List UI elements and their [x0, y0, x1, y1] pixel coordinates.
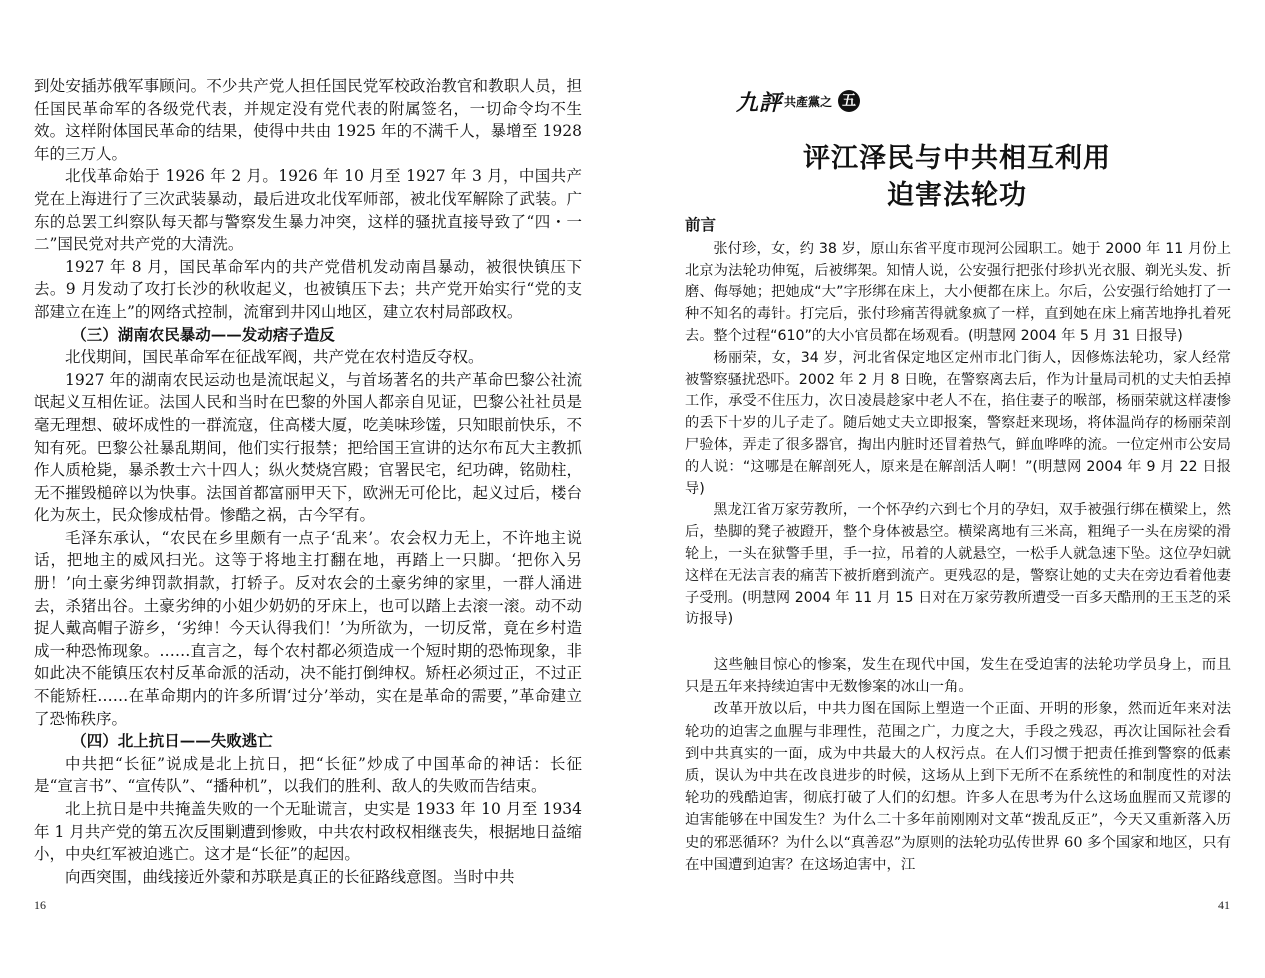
- left-page: [0, 0, 632, 978]
- section-heading: （三）湖南农民暴动——发动痞子造反: [71, 324, 335, 344]
- right-page-body: [685, 654, 1231, 876]
- paragraph: 中共把“长征”说成是北上抗日，把“长征”炒成了中国革命的神话：长征是“宣言书”、“宣传队”、“播种机”，以我们的胜利、敌人的失败而告结束。: [34, 754, 582, 796]
- series-logo-brush-text: 九評: [736, 89, 783, 116]
- preface-section: [685, 215, 1231, 631]
- paragraph: 改革开放以后，中共力图在国际上塑造一个正面、开明的形象，然而近年来对法轮功的迫害之血腥与非理性，范围之广，力度之大，手段之残忍，再次让国际社会看到中共真实的一面，成为中共最大的人权污点。在人们习惯于把责任推到警察的低素质，误认为中共在改良进步的时候，这场从上到下无所不在系统性的和制度性的对法轮功的残酷迫害，彻底打破了人们的幻想。许多人在思考为什么这场血腥而又荒谬的迫害能够在中国发生？为什么二十多年前刚刚对文革“拨乱反正”，今天又重新落入历史的邪恶循环？为什么以“真善忍”为原则的法轮功弘传世界 60 多个国家和地区，只有在中国遭到迫害？在这场迫害中，江: [685, 701, 1231, 873]
- page-number: 16: [34, 898, 46, 912]
- paragraph: 1927 年 8 月，国民革命军内的共产党借机发动南昌暴动，被很快镇压下去。9 月发动了攻打长沙的秋收起义，也被镇压下去；共产党开始实行“党的支部建立在连上”的网络式控制，流窜到井冈山地区，建立农村局部政权。: [34, 257, 582, 321]
- right-page: [632, 0, 1265, 978]
- article-subtitle-line: 迫害法轮功: [887, 180, 1027, 211]
- section-heading: （四）北上抗日——失败逃亡: [71, 731, 273, 751]
- article-title: 评江泽民与中共相互利用: [803, 143, 1111, 174]
- series-logo-small-text: 共產黨之: [784, 94, 833, 109]
- paragraph: 毛泽东承认，“农民在乡里颇有一点子‘乱来’。农会权力无上，不许地主说话，把地主的威风扫光。这等于将地主打翻在地，再踏上一只脚。‘把你入另册！’向土豪劣绅罚款捐款，打轿子。反对农会的土豪劣绅的家里，一群人涌进去，杀猪出谷。土豪劣绅的小姐少奶奶的牙床上，也可以踏上去滚一滚。动不动捉人戴高帽子游乡，‘劣绅！今天认得我们！’为所欲为，一切反常，竟在乡村造成一种恐怖现象。……直言之，每个农村都必须造成一个短时期的恐怖现象，非如此决不能镇压农村反革命派的活动，决不能打倒绅权。矫枉必须过正，不过正不能矫枉……在革命期内的许多所谓‘过分’举动，实在是革命的需要，”革命建立了恐怖秩序。: [34, 528, 582, 728]
- case-paragraph: 张付珍，女，约 38 岁，原山东省平度市现河公园职工。她于 2000 年 11 月份上北京为法轮功伸冤，后被绑架。知情人说，公安强行把张付珍扒光衣服、剃光头发、折磨、侮辱她；把她成“大”字形绑在床上，大小便都在床上。尔后，公安强行给她打了一种不知名的毒针。打完后，张付珍痛苦得就象疯了一样，直到她在床上痛苦地挣扎着死去。整个过程“610”的大小官员都在场观看。(明慧网 2004 年 5 月 31 日报导): [685, 240, 1231, 344]
- paragraph: 1927 年的湖南农民运动也是流氓起义，与首场著名的共产革命巴黎公社流氓起义互相佐证。法国人民和当时在巴黎的外国人都亲自见证，巴黎公社社员是毫无理想、破坏成性的一群流寇，住高楼大厦，吃美味珍馐，只知眼前快乐，不知有死。巴黎公社暴乱期间，他们实行报禁；把给国王宣讲的达尔布瓦大主教抓作人质枪毙，暴杀教士六十四人；纵火焚烧宫殿；官署民宅，纪功碑，铭勋柱，无不摧毁槌碎以为快事。法国首都富丽甲天下，欧洲无可伦比，起义过后，楼台化为灰土，民众惨成枯骨。惨酷之祸，古今罕有。: [34, 370, 582, 525]
- paragraph: 北上抗日是中共掩盖失败的一个无耻谎言，史实是 1933 年 10 月至 1934 年 1 月共产党的第五次反围剿遭到惨败，中共农村政权相继丧失，根据地日益缩小，中央红军被迫逃亡。这才是“长征”的起因。: [34, 800, 582, 864]
- paragraph: 北伐革命始于 1926 年 2 月。1926 年 10 月至 1927 年 3 月，中国共产党在上海进行了三次武装暴动，最后进攻北伐军师部，被北伐军解除了武装。广东的总罢工纠察队每天都与警察发生暴力冲突，这样的骚扰直接导致了“四・一二”国民党对共产党的大清洗。: [34, 167, 582, 254]
- case-paragraph: 黑龙江省万家劳教所，一个怀孕约六到七个月的孕妇，双手被强行绑在横梁上，然后，垫脚的凳子被蹬开，整个身体被悬空。横梁离地有三米高，粗绳子一头在房梁的滑轮上，一头在狱警手里，手一拉，吊着的人就悬空，一松手人就急速下坠。这位孕妇就这样在无法言表的痛苦下被折磨到流产。更残忍的是，警察让她的丈夫在旁边看着他妻子受刑。(明慧网 2004 年 11 月 15 日对在万家劳教所遭受一百多天酷刑的王玉芝的采访报导): [685, 502, 1231, 628]
- paragraph: 这些触目惊心的惨案，发生在现代中国，发生在受迫害的法轮功学员身上，而且只是五年来持续迫害中无数惨案的冰山一角。: [685, 657, 1231, 696]
- case-paragraph: 杨丽荣，女，34 岁，河北省保定地区定州市北门街人，因修炼法轮功，家人经常被警察骚扰恐吓。2002 年 2 月 8 日晚，在警察离去后，作为计量局司机的丈夫怕丢掉工作，承受不住压力，次日凌晨趁家中老人不在，掐住妻子的喉部，杨丽荣就这样凄惨的丢下十岁的儿子走了。随后她丈夫立即报案，警察赶来现场，将体温尚存的杨丽荣剖尸验体，弄走了很多器官，掏出内脏时还冒着热气，鲜血哗哗的流。一位定州市公安局的人说：“这哪是在解剖死人，原来是在解剖活人啊！”(明慧网 2004 年 9 月 22 日报导): [685, 349, 1231, 497]
- preface-heading: 前言: [685, 216, 717, 234]
- paragraph: 向西突围，曲线接近外蒙和苏联是真正的长征路线意图。当时中共: [65, 867, 515, 886]
- series-number-badge: 五: [838, 90, 860, 112]
- page-number: 41: [1218, 898, 1230, 912]
- paragraph: 到处安插苏俄军事顾问。不少共产党人担任国民党军校政治教官和教职人员，担任国民革命军的各级党代表，并规定没有党代表的附属签名，一切命令均不生效。这样附体国民革命的结果，使得中共由 1925 年的不满千人，暴增至 1928 年的三万人。: [34, 77, 582, 163]
- series-logo: [736, 86, 860, 116]
- paragraph: 北伐期间，国民革命军在征战军阀，共产党在农村造反夺权。: [65, 348, 484, 367]
- left-page-body: [34, 75, 582, 888]
